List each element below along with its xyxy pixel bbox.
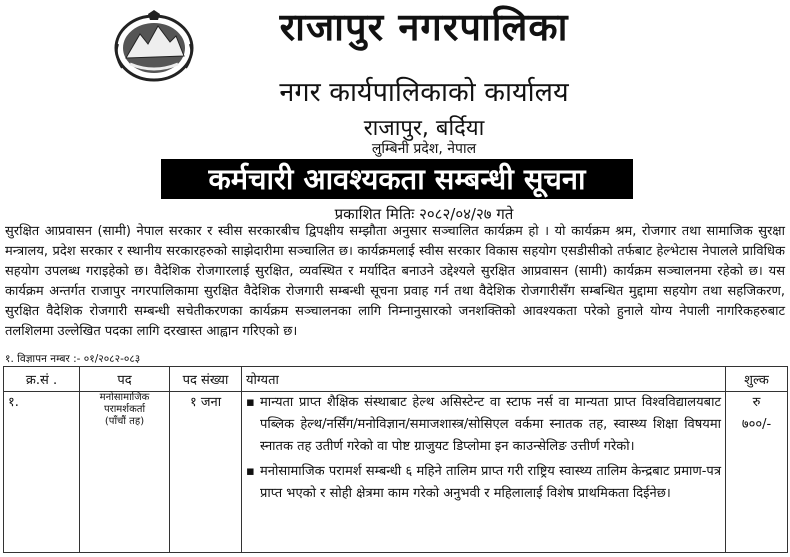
vacancy-table [3, 366, 788, 553]
table-row [4, 392, 788, 553]
header-post: पद [80, 367, 170, 392]
post-level: (पाँचौं तह) [104, 416, 145, 427]
province-name: लुम्बिनी प्रदेश, नेपाल [371, 141, 477, 157]
qualification-item: ▪ मनोसामाजिक परामर्श सम्बन्धी ६ महिने तालिम प्राप्त गरी राष्ट्रिय स्वास्थ्य तालिम केन्द्रबाट प्रमाण-पत्र प्राप्त भएको र सोही क्षेत्रमा काम गरेको अनुभवी र महिलालाई विशेष प्राथमिकता दिईनेछ। [246, 461, 721, 505]
row-qualifications [242, 392, 726, 553]
header-count: पद संख्या [170, 367, 242, 392]
office-name: नगर कार्यपालिकाको कार्यालय [279, 77, 569, 108]
nepal-emblem-icon [112, 8, 196, 82]
header-sn: क्र.सं . [4, 367, 80, 392]
qualification-item: ▪ मान्यता प्राप्त शैक्षिक संस्थाबाट हेल्थ असिस्टेन्ट वा स्टाफ नर्स वा मान्यता प्राप्त विश्वविद्यालयबाट पब्लिक हेल्थ/नर्सिंग/मनोविज्ञान/समाजशास्त्र/सोसिएल वर्कमा स्नातक तह, स्वास्थ्य शिक्षा विषयमा स्नातक तह उतीर्ण गरेको वा पोष्ट ग्राजुयट डिप्लोमा इन काउन्सेलिङ उत्तीर्ण गरेको। [246, 392, 721, 458]
header-qualification: योग्यता [242, 367, 726, 392]
fee-currency: रु [752, 395, 761, 410]
notice-title: कर्मचारी आवश्यकता सम्बन्धी सूचना [161, 159, 633, 199]
row-count: १ जना [170, 392, 242, 553]
post-name: मनोसामाजिक परामर्शकर्ता [99, 392, 150, 415]
table-header-row [4, 367, 788, 392]
row-fee [726, 392, 788, 553]
header-fee: शुल्क [726, 367, 788, 392]
row-sn: १. [4, 392, 80, 553]
published-date: प्रकाशित मितिः २०८२/०४/२७ गते [334, 205, 514, 223]
municipality-name: राजापुर नगरपालिका [279, 5, 569, 49]
ad-number: १. विज्ञापन नम्बर :- ०१/२०८२-०८३ [5, 353, 141, 365]
office-location: राजापुर, बर्दिया [363, 116, 485, 141]
row-post [80, 392, 170, 553]
intro-paragraph: सुरक्षित आप्रवासन (सामी) नेपाल सरकार र स्वीस सरकारबीच द्विपक्षीय सम्झौता अनुसार सञ्चालित कार्यक्रम हो । यो कार्यक्रम श्रम, रोजगार तथा सामाजिक सुरक्षा मन्त्रालय, प्रदेश सरकार र स्थानीय सरकारहरुको साझेदारीमा सञ्चालित छ। कार्यक्रमलाई स्वीस सरकार विकास सहयोग एसडीसीको तर्फबाट हेल्भेटास नेपालले प्राविधिक सहयोग उपलब्ध गराइहेको छ। वैदेशिक रोजगारलाई सुरक्षित, व्यवस्थित र मर्यादित बनाउने उद्देश्यले सुरक्षित आप्रवासन (सामी) कार्यक्रम सञ्चालनमा रहेको छ। यस कार्यक्रम अन्तर्गत राजापुर नगरपालिकामा सुरक्षित वैदेशिक रोजगारी सम्बन्धी सूचना प्रवाह गर्न तथा वैदेशिक रोजगारीसँग सम्बन्धित मुद्दामा सहयोग तथा सहजिकरण, सुरक्षित वैदेशिक रोजगारी सम्बन्धी सचेतीकरणका कार्यक्रम सञ्चालनका लागि निम्नानुसारको जनशक्तिको आवश्यकता परेको हुनाले योग्य नेपाली नागरिकहरुबाट तलशिलमा उल्लेखित पदका लागि दरखास्त आह्वान गरिएको छ। [5, 224, 785, 339]
fee-amount: ७००/- [741, 417, 772, 432]
